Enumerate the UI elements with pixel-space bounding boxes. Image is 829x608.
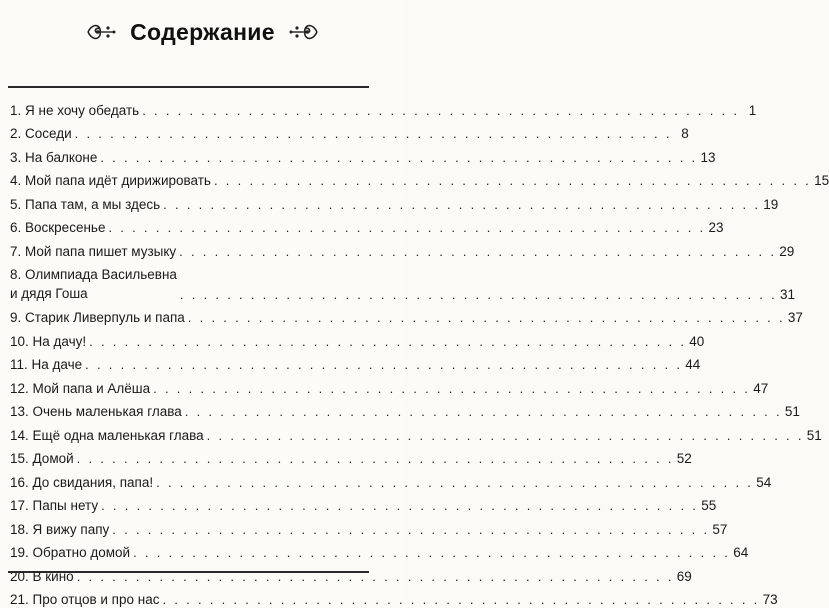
toc-entry-page-number: 64 xyxy=(733,545,748,561)
toc-entry-title: 17. Папы нету xyxy=(10,498,98,514)
toc-dot-leader: . . . . . . . . . . . . . . . . . . . . . . . . . . . . . . . . . . . . . . . . . . . . . . . . . . . xyxy=(188,310,785,326)
toc-entry-page-number: 73 xyxy=(763,592,778,608)
toc-entry-page-number: 15 xyxy=(814,173,829,189)
toc-dot-leader: . . . . . . . . . . . . . . . . . . . . . . . . . . . . . . . . . . . . . . . . . . . . . . . . . . . xyxy=(156,475,753,491)
toc-dot-leader: . . . . . . . . . . . . . . . . . . . . . . . . . . . . . . . . . . . . . . . . . . . . . . . . . . . xyxy=(163,197,760,213)
toc-dot-leader: . . . . . . . . . . . . . . . . . . . . . . . . . . . . . . . . . . . . . . . . . . . . . . . . . . . xyxy=(133,545,730,561)
toc-entry[interactable] xyxy=(10,119,365,143)
toc-entry-title: 13. Очень маленькая глава xyxy=(10,404,182,420)
toc-entry-page-number: 69 xyxy=(677,569,692,585)
toc-entry[interactable] xyxy=(10,538,365,562)
toc-dot-leader: . . . . . . . . . . . . . . . . . . . . . . . . . . . . . . . . . . . . . . . . . . . . . . . . . . . xyxy=(214,173,811,189)
toc-dot-leader: . . . . . . . . . . . . . . . . . . . . . . . . . . . . . . . . . . . . . . . . . . . . . . . . . . . xyxy=(89,334,686,350)
toc-entry[interactable] xyxy=(10,491,365,515)
toc-entry-title: 3. На балконе xyxy=(10,150,97,166)
toc-entry-title: 20. В кино xyxy=(10,569,74,585)
toc-entry[interactable] xyxy=(10,397,365,421)
toc-dot-leader: . . . . . . . . . . . . . . . . . . . . . . . . . . . . . . . . . . . . . . . . . . . . . . . . . . . xyxy=(77,451,674,467)
toc-entry-page-number: 47 xyxy=(753,381,768,397)
toc-entry-title: 7. Мой папа пишет музыку xyxy=(10,244,176,260)
toc-entry[interactable] xyxy=(10,467,365,491)
toc-entry-page-number: 40 xyxy=(689,334,704,350)
toc-entry[interactable] xyxy=(10,189,365,213)
toc-entry-page-number: 29 xyxy=(779,244,794,260)
toc-entry-title: 6. Воскресенье xyxy=(10,220,105,236)
toc-entry[interactable] xyxy=(10,260,365,303)
toc-dot-leader: . . . . . . . . . . . . . . . . . . . . . . . . . . . . . . . . . . . . . . . . . . . . . . . . . . . xyxy=(101,498,698,514)
toc-dot-leader: . . . . . . . . . . . . . . . . . . . . . . . . . . . . . . . . . . . . . . . . . . . . . . . . . . . xyxy=(108,220,705,236)
bottom-divider xyxy=(8,571,369,573)
toc-dot-leader: . . . . . . . . . . . . . . . . . . . . . . . . . . . . . . . . . . . . . . . . . . . . . . . . . . . xyxy=(153,381,750,397)
toc-dot-leader: . . . . . . . . . . . . . . . . . . . . . . . . . . . . . . . . . . . . . . . . . . . . . . . . . . . xyxy=(207,428,804,444)
toc-entry-title: 4. Мой папа идёт дирижировать xyxy=(10,173,211,189)
toc-entry-title: 12. Мой папа и Алёша xyxy=(10,381,150,397)
toc-entry[interactable] xyxy=(10,420,365,444)
toc-entry[interactable] xyxy=(10,585,365,608)
toc-entry-title: 18. Я вижу папу xyxy=(10,522,109,538)
toc-entry-title: 1. Я не хочу обедать xyxy=(10,103,139,119)
toc-entry[interactable] xyxy=(10,373,365,397)
toc-entry-title: 19. Обратно домой xyxy=(10,545,130,561)
toc-header xyxy=(0,12,405,52)
toc-entry-page-number: 37 xyxy=(788,310,803,326)
flourish-ornament-icon xyxy=(289,21,319,43)
toc-entry-title: 10. На дачу! xyxy=(10,334,86,350)
toc-entry[interactable] xyxy=(10,236,365,260)
toc-entry[interactable] xyxy=(10,213,365,237)
toc-entry-page-number: 52 xyxy=(677,451,692,467)
toc-entry-page-number: 51 xyxy=(807,428,822,444)
page-title: Содержание xyxy=(130,19,275,46)
table-of-contents-page xyxy=(0,0,405,600)
top-divider xyxy=(8,86,369,88)
toc-entry-page-number: 54 xyxy=(756,475,771,491)
toc-entry-page-number: 57 xyxy=(712,522,727,538)
toc-entry-title: 14. Ещё одна маленькая глава xyxy=(10,428,204,444)
toc-entry[interactable] xyxy=(10,303,365,327)
toc-entry[interactable] xyxy=(10,444,365,468)
toc-entry-title: 2. Соседи xyxy=(10,126,72,142)
toc-entry-title: 9. Старик Ливерпуль и папа xyxy=(10,310,185,326)
toc-entry[interactable] xyxy=(10,95,365,119)
toc-entry-page-number: 19 xyxy=(763,197,778,213)
toc-dot-leader: . . . . . . . . . . . . . . . . . . . . . . . . . . . . . . . . . . . . . . . . . . . . . . . . . . . xyxy=(179,244,776,260)
toc-dot-leader: . . . . . . . . . . . . . . . . . . . . . . . . . . . . . . . . . . . . . . . . . . . . . . . . . . . xyxy=(112,522,709,538)
toc-entry[interactable] xyxy=(10,142,365,166)
toc-entry-title: 15. Домой xyxy=(10,451,74,467)
toc-dot-leader: . . . . . . . . . . . . . . . . . . . . . . . . . . . . . . . . . . . . . . . . . . . . . . . . . . . xyxy=(75,126,672,142)
toc-entry[interactable] xyxy=(10,514,365,538)
toc-entry-title: 11. На даче xyxy=(10,357,82,373)
toc-entry-title: 8. Олимпиада Васильевна и дядя Гоша xyxy=(10,265,177,303)
toc-dot-leader: . . . . . . . . . . . . . . . . . . . . . . . . . . . . . . . . . . . . . . . . . . . . . . . . . . . xyxy=(85,357,682,373)
toc-dot-leader: . . . . . . . . . . . . . . . . . . . . . . . . . . . . . . . . . . . . . . . . . . . . . . . . . . . xyxy=(77,569,674,585)
toc-entry-page-number: 51 xyxy=(785,404,800,420)
toc-dot-leader: . . . . . . . . . . . . . . . . . . . . . . . . . . . . . . . . . . . . . . . . . . . . . . . . . . . xyxy=(100,150,697,166)
toc-dot-leader: . . . . . . . . . . . . . . . . . . . . . . . . . . . . . . . . . . . . . . . . . . . . . . . . . . . xyxy=(162,592,759,608)
toc-entry[interactable] xyxy=(10,166,365,190)
toc-dot-leader: . . . . . . . . . . . . . . . . . . . . . . . . . . . . . . . . . . . . . . . . . . . . . . . . . . . xyxy=(180,287,777,303)
toc-entry-page-number: 55 xyxy=(701,498,716,514)
toc-entry-title: 5. Папа там, а мы здесь xyxy=(10,197,160,213)
flourish-ornament-icon xyxy=(86,21,116,43)
toc-entry-title: 16. До свидания, папа! xyxy=(10,475,153,491)
toc-entry-title: 21. Про отцов и про нас xyxy=(10,592,159,608)
toc-entry-page-number: 31 xyxy=(780,287,795,303)
toc-dot-leader: . . . . . . . . . . . . . . . . . . . . . . . . . . . . . . . . . . . . . . . . . . . . . . . . . . . xyxy=(142,103,739,119)
toc-entry-page-number: 1 xyxy=(742,103,756,119)
toc-entry-page-number: 44 xyxy=(685,357,700,373)
toc-entry-page-number: 23 xyxy=(709,220,724,236)
toc-entry-page-number: 8 xyxy=(675,126,689,142)
toc-entry[interactable] xyxy=(10,350,365,374)
toc-entry[interactable] xyxy=(10,326,365,350)
toc-dot-leader: . . . . . . . . . . . . . . . . . . . . . . . . . . . . . . . . . . . . . . . . . . . . . . . . . . . xyxy=(185,404,782,420)
toc-entry-page-number: 13 xyxy=(700,150,715,166)
toc-list xyxy=(10,95,365,608)
